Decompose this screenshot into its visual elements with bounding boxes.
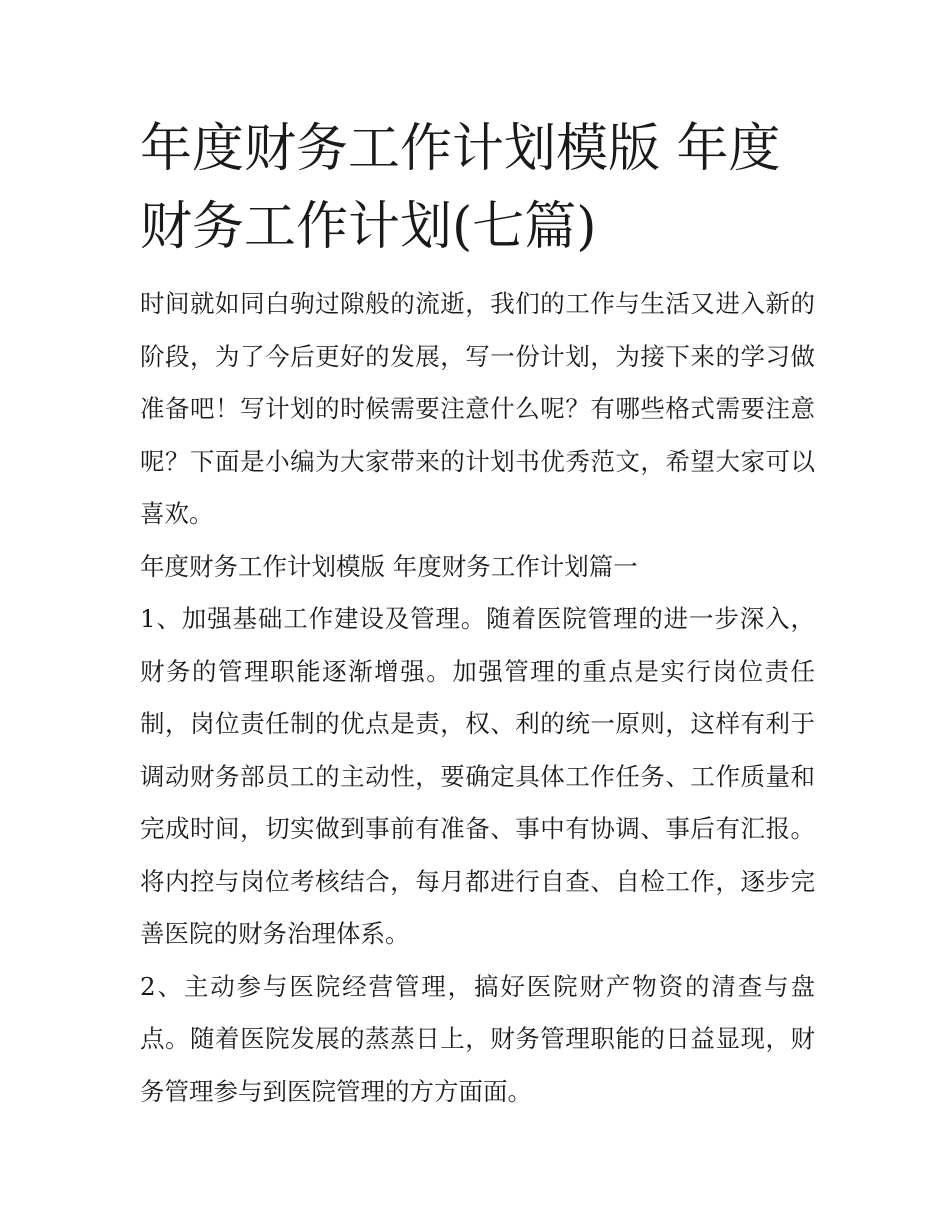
body-paragraph-2: 2、主动参与医院经营管理，搞好医院财产物资的清查与盘点。随着医院发展的蒸蒸日上，财务管理职能的日益显现，财务管理参与到医院管理的方方面面。 bbox=[140, 971, 815, 1106]
section-heading: 年度财务工作计划模版 年度财务工作计划篇一 bbox=[140, 551, 638, 581]
body-paragraph-1: 1、加强基础工作建设及管理。随着医院管理的进一步深入，财务的管理职能逐渐增强。加强管理的重点是实行岗位责任制，岗位责任制的优点是责，权、利的统一原则，这样有利于调动财务部员工的主动性，要确定具体工作任务、工作质量和完成时间，切实做到事前有准备、事中有协调、事后有汇报。将内控与岗位考核结合，每月都进行自查、自检工作，逐步完善医院的财务治理体系。 bbox=[140, 604, 815, 948]
document-title: 年度财务工作计划模版 年度财务工作计划(七篇) bbox=[140, 119, 781, 257]
document-page bbox=[140, 110, 815, 1118]
intro-paragraph: 时间就如同白驹过隙般的流逝，我们的工作与生活又进入新的阶段，为了今后更好的发展，写一份计划，为接下来的学习做准备吧！写计划的时候需要注意什么呢？有哪些格式需要注意呢？下面是小编为大家带来的计划书优秀范文，希望大家可以喜欢。 bbox=[140, 289, 815, 528]
